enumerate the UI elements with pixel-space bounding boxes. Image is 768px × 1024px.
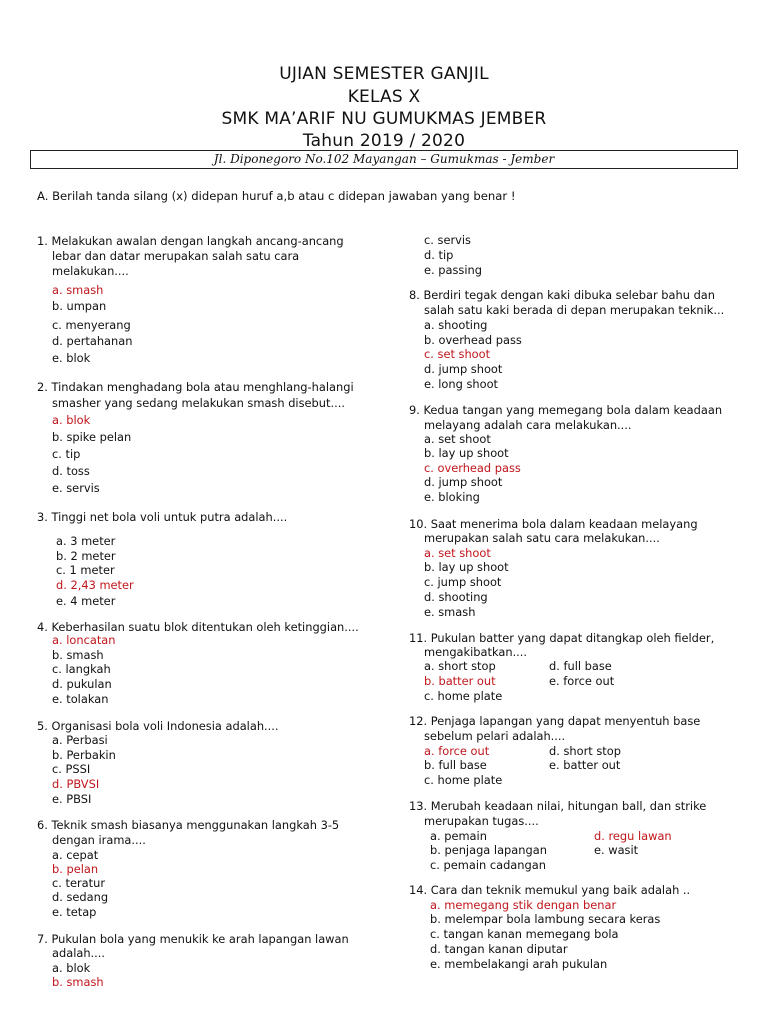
question-text-line: c. menyerang [52,318,131,332]
question-text-line: b. full base [424,758,487,772]
question-text-line: b. umpan [52,299,107,313]
question-text-line: 2. Tindakan menghadang bola atau menghlang-halangi [37,380,354,394]
exam-title: UJIAN SEMESTER GANJIL [279,64,489,84]
question-text-line: a. shooting [424,318,488,332]
class-title: KELAS X [347,87,421,107]
question-text-line: mengakibatkan.... [424,645,528,659]
question-text-line: e. wasit [594,843,639,857]
question-text-line: 4. Keberhasilan suatu blok ditentukan oleh ketinggian.... [37,620,359,634]
question-text-line: c. jump shoot [424,575,502,589]
question-text-line: b. 2 meter [56,549,116,563]
question-text-line: d. short stop [549,744,621,758]
question-text-line: merupakan tugas.... [424,814,539,828]
question-text-line: e. blok [52,351,91,365]
question-text-line: lebar dan datar merupakan salah satu cara [52,249,300,263]
question-text-line: e. tetap [52,905,97,919]
question-text-line: 5. Organisasi bola voli Indonesia adalah.... [37,719,279,733]
question-text-line: 10. Saat menerima bola dalam keadaan melayang [409,517,698,531]
question-text-line: 8. Berdiri tegak dengan kaki dibuka selebar bahu dan [409,288,715,302]
question-text-line: b. melempar bola lambung secara keras [430,912,661,926]
answer-option-line: b. smash [52,975,104,989]
question-text-line: a. short stop [424,659,496,673]
answer-option-line: a. loncatan [52,633,116,647]
answer-option-line: d. 2,43 meter [56,578,134,592]
question-text-line: b. lay up shoot [424,446,509,460]
question-text-line: d. pertahanan [52,334,133,348]
question-text-line: a. blok [52,961,91,975]
question-text-line: 6. Teknik smash biasanya menggunakan langkah 3-5 [37,818,340,832]
question-text-line: c. servis [424,233,471,247]
answer-option-line: a. smash [52,283,104,297]
question-text-line: a. set shoot [424,432,491,446]
question-text-line: d. toss [52,464,90,478]
question-text-line: c. teratur [52,876,106,890]
answer-option-line: c. set shoot [424,347,491,361]
answer-option-line: d. PBVSI [52,777,100,791]
question-text-line: a. pemain [430,829,487,843]
question-text-line: b. smash [52,648,104,662]
question-text-line: c. home plate [424,773,503,787]
question-text-line: e. batter out [549,758,621,772]
question-text-line: d. jump shoot [424,362,503,376]
question-text-line: 3. Tinggi net bola voli untuk putra adalah.... [37,510,288,524]
question-text-line: 14. Cara dan teknik memukul yang baik adalah .. [409,883,691,897]
question-text-line: c. pemain cadangan [430,858,546,872]
question-text-line: 7. Pukulan bola yang menukik ke arah lapangan lawan [37,932,349,946]
question-text-line: b. overhead pass [424,333,522,347]
question-text-line: e. tolakan [52,692,109,706]
question-text-line: a. Perbasi [52,733,108,747]
school-title: SMK MA’ARIF NU GUMUKMAS JEMBER [221,109,547,129]
answer-option-line: a. set shoot [424,546,491,560]
question-text-line: 1. Melakukan awalan dengan langkah ancang-ancang [37,234,344,248]
question-text-line: e. 4 meter [56,594,116,608]
question-text-line: d. sedang [52,890,109,904]
answer-option-line: a. blok [52,413,91,427]
question-text-line: e. PBSI [52,792,92,806]
question-text-line: b. spike pelan [52,430,132,444]
question-text-line: sebelum pelari adalah.... [424,729,566,743]
question-text-line: b. Perbakin [52,748,116,762]
question-text-line: c. langkah [52,662,111,676]
answer-option-line: c. overhead pass [424,461,521,475]
question-text-line: e. servis [52,481,100,495]
question-text-line: 12. Penjaga lapangan yang dapat menyentuh base [409,714,701,728]
answer-option-line: b. batter out [424,674,496,688]
question-text-line: 9. Kedua tangan yang memegang bola dalam keadaan [409,403,723,417]
question-text-line: melakukan.... [52,264,129,278]
question-text-line: b. penjaga lapangan [430,843,547,857]
question-text-line: d. jump shoot [424,475,503,489]
question-text-line: a. cepat [52,848,99,862]
question-text-line: c. tangan kanan memegang bola [430,927,619,941]
question-text-line: c. 1 meter [56,563,115,577]
question-text-line: melayang adalah cara melakukan.... [424,418,632,432]
question-text-line: salah satu kaki berada di depan merupakan teknik... [424,303,725,317]
question-text-line: d. tangan kanan diputar [430,942,568,956]
question-text-line: dengan irama.... [52,833,146,847]
question-text-line: a. 3 meter [56,534,116,548]
question-text-line: d. shooting [424,590,488,604]
answer-option-line: b. pelan [52,862,99,876]
question-text-line: c. home plate [424,689,503,703]
year-title: Tahun 2019 / 2020 [302,131,466,151]
answer-option-line: a. memegang stik dengan benar [430,898,617,912]
question-text-line: e. passing [424,263,482,277]
question-text-line: e. force out [549,674,615,688]
question-text-line: 11. Pukulan batter yang dapat ditangkap oleh fielder, [409,631,715,645]
question-text-line: merupakan salah satu cara melakukan.... [424,531,660,545]
question-text-line: c. tip [52,447,81,461]
answer-option-line: d. regu lawan [594,829,672,843]
question-text-line: smasher yang sedang melakukan smash disebut.... [52,396,345,410]
question-text-line: c. PSSI [52,762,91,776]
question-text-line: d. pukulan [52,677,112,691]
question-text-line: adalah.... [52,946,106,960]
question-text-line: 13. Merubah keadaan nilai, hitungan ball, dan strike [409,799,707,813]
question-text-line: d. full base [549,659,612,673]
question-text-line: e. bloking [424,490,480,504]
question-text-line: e. smash [424,605,476,619]
instruction: A. Berilah tanda silang (x) didepan huruf a,b atau c didepan jawaban yang benar ! [37,189,516,203]
question-text-line: e. long shoot [424,377,499,391]
question-text-line: d. tip [424,248,454,262]
answer-option-line: a. force out [424,744,490,758]
question-text-line: b. lay up shoot [424,560,509,574]
question-text-line: e. membelakangi arah pukulan [430,957,608,971]
school-address: Jl. Diponegoro No.102 Mayangan – Gumukmas - Jember [30,150,738,169]
